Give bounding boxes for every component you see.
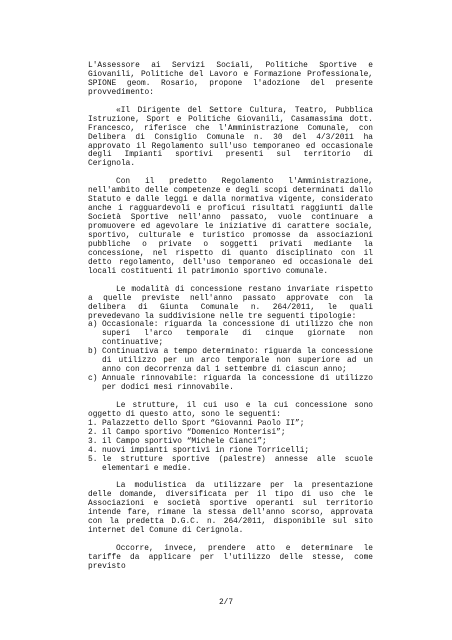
modalita-paragraph: Le modalità di concessione restano invariate rispetto a quelle previste nell'anno passato approvate con la delibera di Giunta Comunale n. 264/2011, le quali prevedevano la suddivisione nelle tre seguenti tipologie: bbox=[88, 284, 373, 321]
list-item bbox=[88, 321, 373, 348]
list-marker: 5. bbox=[88, 454, 98, 464]
list-item-text: Annuale rinnovabile: riguarda la concessione di utilizzo per dodici mesi rinnovabile. bbox=[102, 374, 373, 393]
dirigente-paragraph: «Il Dirigente del Settore Cultura, Teatro, Pubblica Istruzione, Sport e Politiche Giovanili, Casamassima dott. Francesco, riferisce che l'Amministrazione Comunale, con Delibera di Consiglio Comunale n. 30 del 4/3/2011 ha approvato il Regolamento sull'uso temporaneo ed occasionale degli Impianti sportivi presenti sul territorio di Cerignola. bbox=[88, 105, 373, 169]
list-item bbox=[88, 375, 373, 393]
list-item-text: il Campo sportivo “Michele Cianci”; bbox=[102, 436, 267, 446]
list-item bbox=[88, 456, 373, 474]
list-item-text: Occasionale: riguarda la concessione di utilizzo che non superi l'arco temporale di cinque giornate non continuative; bbox=[102, 320, 373, 348]
list-item-text: Continuativa a tempo determinato: riguarda la concessione di utilizzo per un arco temporale non superiore ad un anno con decorrenza dal 1 settembre di ciascun anno; bbox=[102, 347, 373, 375]
list-item-text: il Campo sportivo “Domenico Monterisi”; bbox=[102, 427, 286, 437]
tariffe-paragraph: Occorre, invece, prendere atto e determinare le tariffe da applicare per l'utilizzo delle stesse, come previsto bbox=[88, 544, 373, 571]
list-marker: 1. bbox=[88, 418, 98, 428]
list-marker: b) bbox=[88, 347, 98, 357]
list-item bbox=[88, 348, 373, 375]
regolamento-paragraph: Con il predetto Regolamento l'Amministrazione, nell'ambito delle competenze e degli scopi determinati dallo Statuto e dalle leggi e dalla normativa vigente, considerato anche i ragguardevoli e proficui risultati raggiunti dalle Società Sportive nell'anno passato, vuole continuare a promuovere ed agevolare le iniziative di carattere sociale, sportivo, culturale e turistico promosse da associazioni pubbliche o private o soggetti privati mediante la concessione, nel rispetto di quanto disciplinato con il detto regolamento, dell'uso temporaneo ed occasionale dei locali costituenti il patrimonio sportivo comunale. bbox=[88, 177, 373, 276]
intro-paragraph: L'Assessore ai Servizi Sociali, Politiche Sportive e Giovanili, Politiche del Lavoro e Formazione Professionale, SPIONE geom. Rosario, propone l'adozione del presente provvedimento: bbox=[88, 61, 373, 97]
structures-list bbox=[88, 420, 373, 474]
list-marker: 4. bbox=[88, 445, 98, 455]
list-item-text: le strutture sportive (palestre) annesse alle scuole elementari e medie. bbox=[102, 454, 373, 473]
modulistica-paragraph: La modulistica da utilizzare per la presentazione delle domande, diversificata per il tipo di uso che le Associazioni e società sportive operanti sul territorio intende fare, rimane la stessa dell'anno scorso, approvata con la predetta D.G.C. n. 264/2011, disponibile sul sito internet del Comune di Cerignola. bbox=[88, 481, 373, 536]
strutture-paragraph: Le strutture, il cui uso e la cui concessione sono oggetto di questo atto, sono le seguenti: bbox=[88, 400, 373, 419]
list-marker: 3. bbox=[88, 436, 98, 446]
typology-list bbox=[88, 321, 373, 393]
list-item-text: nuovi impianti sportivi in rione Torricelli; bbox=[102, 445, 310, 455]
list-marker: c) bbox=[88, 374, 98, 384]
list-marker: a) bbox=[88, 320, 98, 330]
list-marker: 2. bbox=[88, 427, 98, 437]
document-body bbox=[88, 62, 373, 581]
list-item-text: Palazzetto dello Sport “Giovanni Paolo II”; bbox=[102, 418, 305, 428]
page-number: 2/7 bbox=[218, 598, 234, 607]
